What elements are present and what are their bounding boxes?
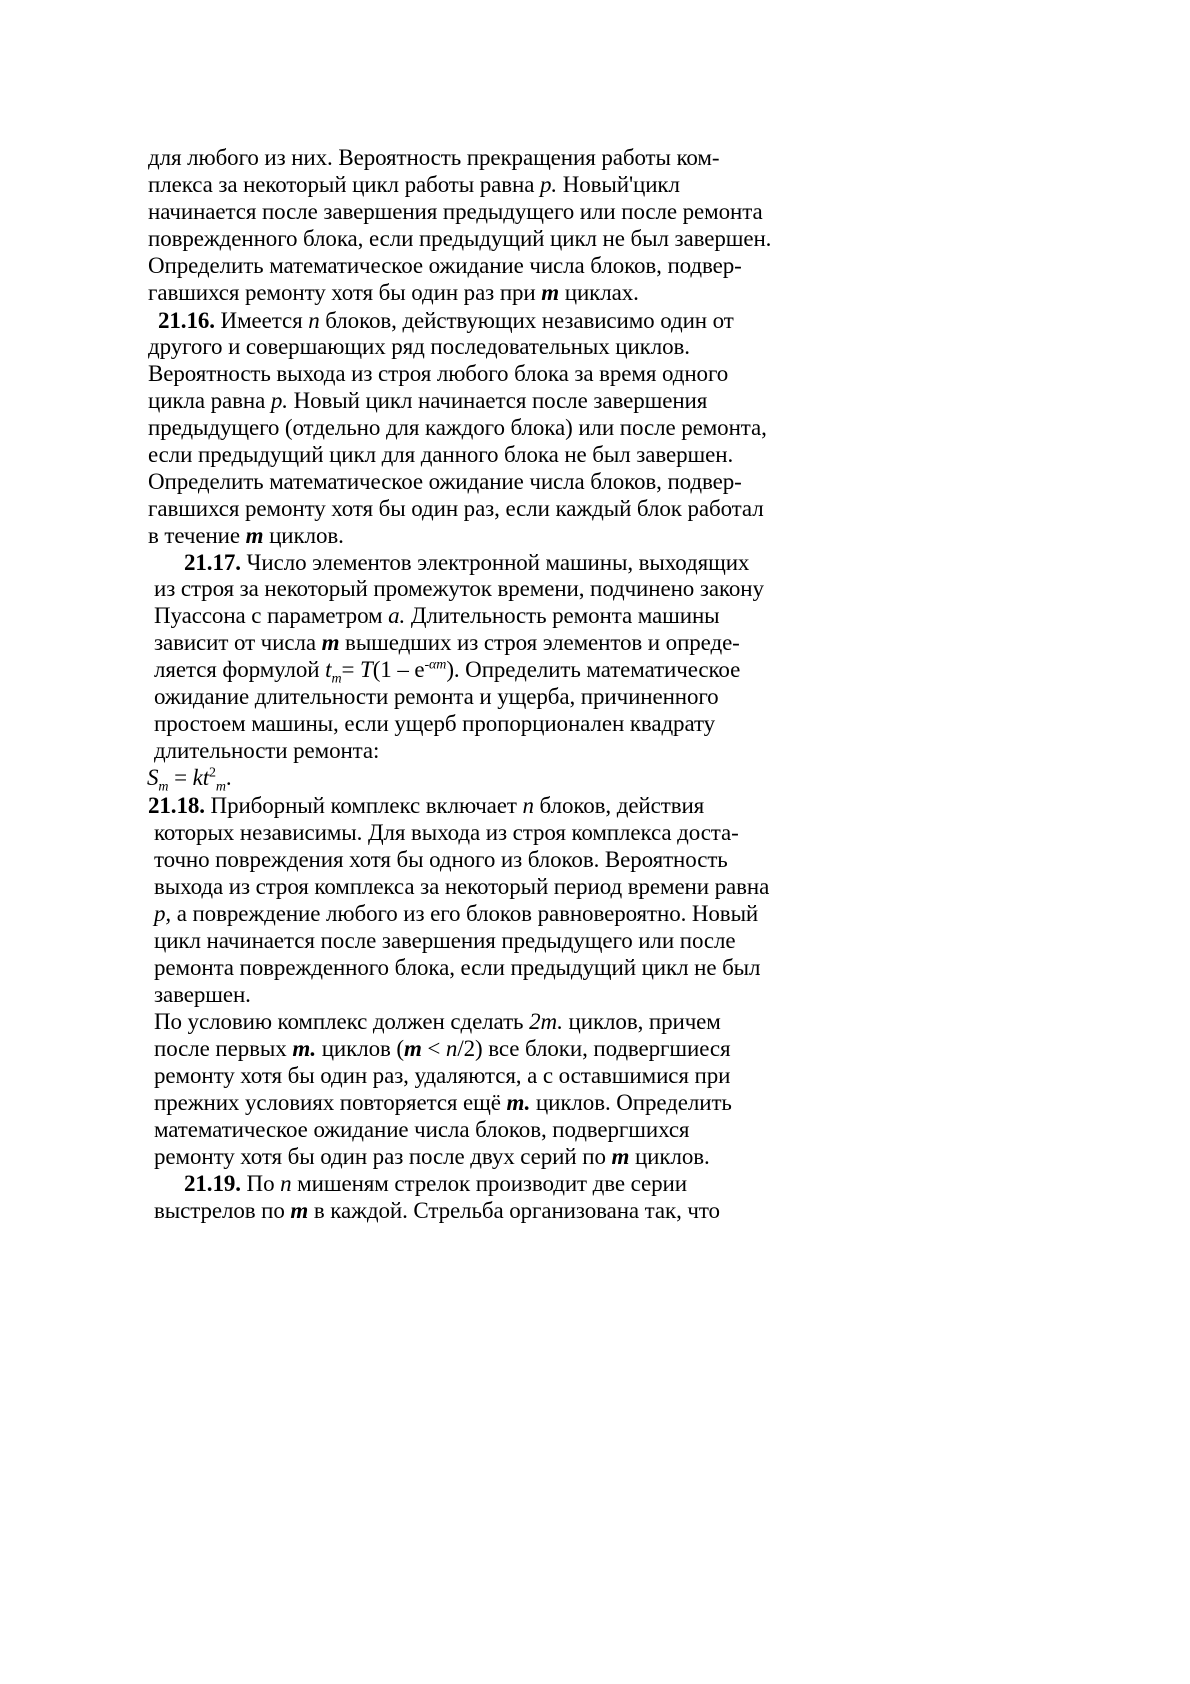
text-line bbox=[154, 846, 728, 873]
text-run: kt bbox=[192, 765, 209, 790]
text-line bbox=[184, 1170, 687, 1197]
text-run: завершен. bbox=[154, 982, 251, 1007]
text-run: которых независимы. Для выхода из строя комплекса доста- bbox=[154, 820, 739, 845]
text-run: Новый'цикл bbox=[557, 172, 680, 197]
text-run: вышедших из строя элементов и опреде- bbox=[339, 630, 740, 655]
text-line bbox=[154, 981, 251, 1008]
text-line bbox=[154, 873, 769, 900]
text-run: = bbox=[168, 765, 193, 790]
text-line bbox=[154, 602, 720, 629]
text-run: п bbox=[445, 1036, 458, 1061]
text-run: = bbox=[341, 657, 361, 682]
text-run: 2т. bbox=[529, 1009, 563, 1034]
text-run: -αm bbox=[424, 657, 447, 673]
text-run: р, bbox=[154, 901, 172, 926]
text-run: циклов, причем bbox=[562, 1009, 721, 1034]
text-line bbox=[154, 1143, 710, 1170]
text-run: в течение bbox=[148, 523, 246, 548]
text-line bbox=[154, 1116, 689, 1143]
text-run: Приборный комплекс включает bbox=[204, 793, 523, 818]
text-run: (1 – е bbox=[372, 657, 425, 682]
text-run: Имеется bbox=[214, 308, 309, 333]
text-run: из строя за некоторый промежуток времени, подчинено закону bbox=[154, 576, 764, 601]
text-line bbox=[154, 683, 719, 710]
text-run: т bbox=[245, 523, 264, 548]
text-run: Длительность ремонта машины bbox=[405, 603, 720, 628]
text-run: < bbox=[421, 1036, 446, 1061]
text-line bbox=[148, 495, 764, 522]
text-run: t bbox=[325, 657, 332, 682]
text-line bbox=[154, 737, 379, 764]
text-run: зависит от числа bbox=[154, 630, 322, 655]
text-run: ). Определить математическое bbox=[446, 657, 741, 682]
text-run: циклов ( bbox=[316, 1036, 404, 1061]
text-run: т. bbox=[292, 1036, 317, 1061]
text-run: ремонту хотя бы один раз после двух серий по bbox=[154, 1144, 612, 1169]
problem-number: 21.16. bbox=[158, 308, 215, 333]
text-run: циклов. bbox=[263, 523, 344, 548]
text-run: По bbox=[240, 1171, 281, 1196]
text-run: ремонта поврежденного блока, если предыдущий цикл не был bbox=[154, 955, 761, 980]
text-run: /2) все блоки, подвергшиеся bbox=[457, 1036, 731, 1061]
text-line bbox=[148, 279, 639, 306]
text-run: т bbox=[321, 630, 340, 655]
text-line bbox=[154, 1089, 732, 1116]
text-run: а. bbox=[388, 603, 406, 628]
text-run: ремонту хотя бы один раз, удаляются, а с оставшимися при bbox=[154, 1063, 731, 1088]
text-run: ожидание длительности ремонта и ущерба, причиненного bbox=[154, 684, 719, 709]
problem-number: 21.17. bbox=[184, 550, 241, 575]
text-run: цикла равна bbox=[148, 388, 271, 413]
text-run: m bbox=[331, 671, 342, 687]
text-line bbox=[154, 1008, 721, 1035]
text-line bbox=[148, 225, 771, 252]
text-run: т. bbox=[506, 1090, 531, 1115]
text-run: т bbox=[611, 1144, 630, 1169]
text-run: m bbox=[215, 779, 226, 795]
text-run: п bbox=[308, 308, 320, 333]
problem-number: 21.19. bbox=[184, 1171, 241, 1196]
text-run: гавшихся ремонту хотя бы один раз при bbox=[148, 280, 542, 305]
text-run: Вероятность выхода из строя любого блока за время одного bbox=[148, 361, 729, 386]
text-run: ляется формулой bbox=[154, 657, 326, 682]
text-line bbox=[148, 792, 704, 819]
text-run: начинается после завершения предыдущего или после ремонта bbox=[148, 199, 763, 224]
text-run: простоем машины, если ущерб пропорционален квадрату bbox=[154, 711, 716, 736]
text-run: предыдущего (отдельно для каждого блока) или после ремонта, bbox=[148, 415, 767, 440]
text-line bbox=[154, 656, 741, 687]
text-line bbox=[154, 819, 739, 846]
text-line bbox=[148, 387, 707, 414]
text-run: мишеням стрелок производит две серии bbox=[291, 1171, 687, 1196]
text-run: р. bbox=[270, 388, 288, 413]
text-run: длительности ремонта: bbox=[154, 738, 380, 763]
text-run: выхода из строя комплекса за некоторый период времени равна bbox=[154, 874, 770, 899]
text-run: Число элементов электронной машины, выходящих bbox=[240, 550, 750, 575]
text-line bbox=[148, 360, 728, 387]
text-run: р. bbox=[540, 172, 558, 197]
text-run: п bbox=[522, 793, 534, 818]
text-run: По условию комплекс должен сделать bbox=[154, 1009, 530, 1034]
text-line bbox=[154, 1035, 730, 1062]
text-run: п bbox=[280, 1171, 292, 1196]
text-run: 2 bbox=[209, 765, 216, 781]
text-run: циклов. Определить bbox=[530, 1090, 732, 1115]
text-line bbox=[154, 954, 760, 981]
text-run: циклов. bbox=[629, 1144, 710, 1169]
text-line bbox=[154, 900, 758, 927]
text-run: т bbox=[541, 280, 560, 305]
text-run: другого и совершающих ряд последовательных циклов. bbox=[148, 334, 690, 359]
text-line bbox=[184, 549, 749, 576]
text-run: цикл начинается после завершения предыдущего или после bbox=[154, 928, 736, 953]
text-run: блоков, действия bbox=[533, 793, 705, 818]
text-run: математическое ожидание числа блоков, подвергшихся bbox=[154, 1117, 690, 1142]
text-run: m bbox=[158, 779, 169, 795]
text-run: Т bbox=[360, 657, 373, 682]
text-run: плекса за некоторый цикл работы равна bbox=[148, 172, 540, 197]
text-line bbox=[148, 171, 680, 198]
text-run: циклах. bbox=[559, 280, 639, 305]
text-run: Определить математическое ожидание числа блоков, подвер- bbox=[148, 253, 742, 278]
text-run: прежних условиях повторяется ещё bbox=[154, 1090, 507, 1115]
text-line bbox=[154, 575, 764, 602]
text-line bbox=[148, 468, 742, 495]
text-line bbox=[148, 333, 690, 360]
text-line bbox=[148, 414, 767, 441]
text-line bbox=[154, 1062, 730, 1089]
text-line bbox=[154, 710, 715, 737]
text-line bbox=[147, 764, 232, 795]
text-line bbox=[154, 629, 740, 656]
text-run: т bbox=[403, 1036, 422, 1061]
text-run: для любого из них. Вероятность прекращения работы ком- bbox=[148, 145, 720, 170]
text-run: блоков, действующих независимо один от bbox=[319, 308, 734, 333]
text-line bbox=[154, 927, 736, 954]
text-line bbox=[148, 198, 763, 225]
text-run: выстрелов по bbox=[154, 1198, 291, 1223]
text-run: точно повреждения хотя бы одного из блоков. Вероятность bbox=[154, 847, 728, 872]
text-run: Новый цикл начинается после завершения bbox=[287, 388, 708, 413]
text-run: Пуассона с параметром bbox=[154, 603, 389, 628]
text-run: в каждой. Стрельба организована так, что bbox=[308, 1198, 720, 1223]
text-run: если предыдущий цикл для данного блока не был завершен. bbox=[148, 442, 734, 467]
text-line bbox=[148, 144, 719, 171]
text-run: а повреждение любого из его блоков равновероятно. Новый bbox=[171, 901, 759, 926]
text-line bbox=[148, 441, 733, 468]
text-run: . bbox=[225, 765, 232, 790]
text-run: т bbox=[290, 1198, 309, 1223]
text-run: гавшихся ремонту хотя бы один раз, если каждый блок работал bbox=[148, 496, 764, 521]
text-line bbox=[158, 307, 734, 334]
text-run: после первых bbox=[154, 1036, 293, 1061]
text-line bbox=[154, 1197, 720, 1224]
text-line bbox=[148, 252, 742, 279]
text-run: S bbox=[147, 765, 159, 790]
text-run: Определить математическое ожидание числа блоков, подвер- bbox=[148, 469, 742, 494]
problem-number: 21.18. bbox=[148, 793, 205, 818]
text-line bbox=[148, 522, 344, 549]
text-run: поврежденного блока, если предыдущий цикл не был завершен. bbox=[148, 226, 772, 251]
